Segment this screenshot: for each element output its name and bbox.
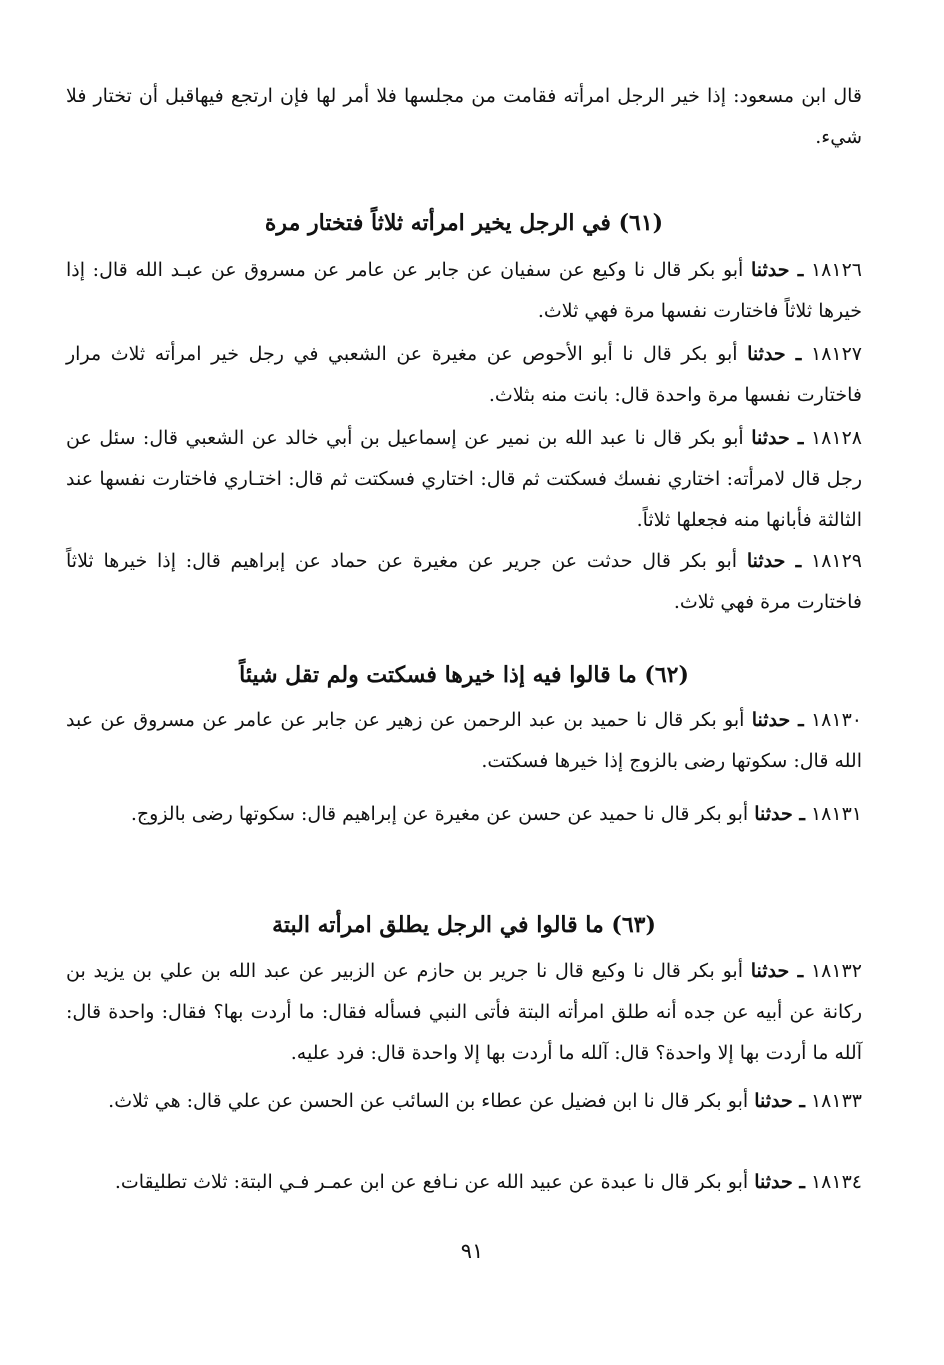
intro-paragraph (66, 76, 862, 158)
hadith-text: أبو بكر قال نا أبو الأحوص عن مغيرة عن الشعبي في رجل خير امرأته ثلاث مرار فاختارت نفسها مرة واحدة قال: بانت منه بثلاث. (66, 343, 862, 406)
hadith-number: ١٨١٣٢ (810, 960, 862, 982)
hadith-text: أبو بكر قال نا حميد عن حسن عن مغيرة عن إبراهيم قال: سكوتها رضى بالزوج. (130, 803, 749, 825)
hadith-text: أبو بكر قال نا وكيع عن سفيان عن جابر عن عامر عن مسروق عن عبـد الله قال: إذا خيرها ثلاثاً فاختارت نفسها مرة فهي ثلاث. (66, 259, 862, 322)
hadith-text: أبو بكر قال نا ابن فضيل عن عطاء بن السائب عن الحسن عن علي قال: هي ثلاث. (108, 1090, 749, 1112)
hadith-18132 (66, 951, 862, 1074)
hadith-lead: ـ حدثنا (750, 259, 804, 281)
section-heading-61: (٦١) في الرجل يخير امرأته ثلاثاً فتختار مرة (264, 210, 664, 236)
hadith-text: أبو بكر قال نا عبدة عن عبيد الله عن نـافع عن ابن عمـر فـي البتة: ثلاث تطليقات. (114, 1171, 749, 1193)
hadith-lead: ـ حدثنا (754, 803, 805, 825)
section-heading-62: (٦٢) ما قالوا فيه إذا خيرها فسكتت ولم تقل شيئاً (239, 662, 689, 688)
section-heading-63: (٦٣) ما قالوا في الرجل يطلق امرأته البتة (272, 912, 656, 938)
hadith-number: ١٨١٣١ (810, 803, 862, 825)
hadith-number: ١٨١٣٤ (810, 1171, 862, 1193)
hadith-lead: ـ حدثنا (751, 709, 804, 731)
hadith-number: ١٨١٢٧ (810, 343, 863, 365)
hadith-lead: ـ حدثنا (754, 1090, 805, 1112)
hadith-number: ١٨١٢٩ (810, 550, 863, 572)
page-number: ٩١ (460, 1239, 484, 1263)
hadith-text: أبو بكر قال نا حميد بن عبد الرحمن عن زهير عن جابر عن عامر عن مسروق عن عبد الله قال: سكوتها رضى بالزوج إذا خيرها فسكتت. (66, 709, 862, 772)
hadith-18133 (66, 1081, 862, 1122)
hadith-text: أبو بكر قال نا عبد الله بن نمير عن إسماعيل بن أبي خالد عن الشعبي قال: سئل عن رجل قال لامرأته: اختاري نفسك فسكتت ثم قال: اختاري فسكتت ثم قال: اختـاري فاختارت نفسها عند الثالثة فأبانها منه فجعلها ثلاثاً. (66, 427, 862, 531)
hadith-18128 (66, 418, 862, 541)
hadith-number: ١٨١٣٠ (810, 709, 862, 731)
hadith-18129 (66, 541, 862, 623)
hadith-18130 (66, 700, 862, 782)
hadith-18134 (66, 1162, 862, 1203)
hadith-18126 (66, 250, 862, 332)
hadith-text: أبو بكر قال نا وكيع قال نا جرير بن حازم عن الزبير عن عبد الله بن علي بن يزيد بن ركانة عن أبيه عن جده أنه طلق امرأته البتة فأتى النبي فسأله فقال: ما أردت بها؟ فقال: واحدة قال: آلله ما أردت بها إلا واحدة؟ قال: آلله ما أردت بها إلا واحدة قال: فرد عليه. (66, 960, 862, 1064)
hadith-text: أبو بكر قال حدثت عن جرير عن مغيرة عن حماد عن إبراهيم قال: إذا خيرها ثلاثاً فاختارت مرة فهي ثلاث. (66, 550, 862, 613)
intro-text: قال ابن مسعود: إذا خير الرجل امرأته فقامت من مجلسها فلا أمر لها فإن ارتجع فيهاقبل أن تختار فلا شيء. (66, 85, 862, 148)
hadith-lead: ـ حدثنا (750, 960, 804, 982)
hadith-lead: ـ حدثنا (746, 550, 802, 572)
hadith-lead: ـ حدثنا (747, 343, 802, 365)
hadith-number: ١٨١٢٦ (810, 259, 862, 281)
hadith-18127 (66, 334, 862, 416)
hadith-number: ١٨١٣٣ (810, 1090, 862, 1112)
hadith-number: ١٨١٢٨ (810, 427, 862, 449)
hadith-lead: ـ حدثنا (751, 427, 804, 449)
hadith-18131 (66, 794, 862, 835)
hadith-lead: ـ حدثنا (754, 1171, 805, 1193)
